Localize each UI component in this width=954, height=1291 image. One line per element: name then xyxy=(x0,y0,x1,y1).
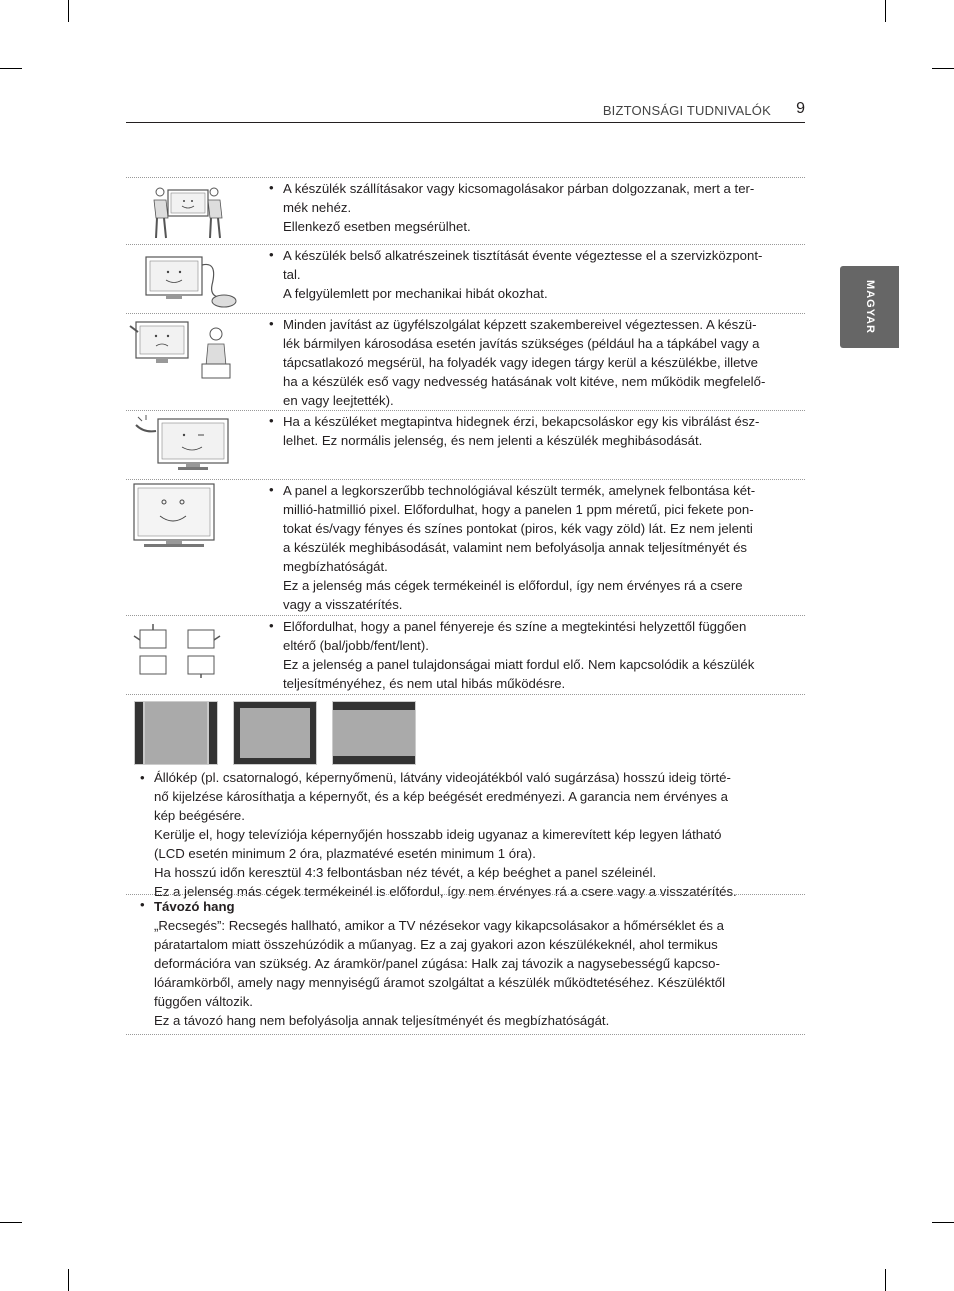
text-line: Ez a jelenség más cégek termékeinél is előfordul, így nem érvényes rá a csere xyxy=(283,578,743,593)
tv-viewing-angles-icon xyxy=(126,616,246,694)
text-line: tal. xyxy=(283,267,301,282)
safety-content xyxy=(126,177,805,1035)
safety-item xyxy=(126,410,805,479)
burn-in-text xyxy=(126,768,805,901)
burn-in-thumbnail-3 xyxy=(332,701,416,765)
text-line: kép beégésére. xyxy=(154,808,245,823)
crop-mark xyxy=(68,1269,69,1291)
text-line: • Állókép (pl. csatornalogó, képernyőmenü, látvány videojátékból való sugárzása) hosszú ideig törté- xyxy=(154,770,731,785)
item-text xyxy=(264,480,795,614)
text-line: • A panel a legkorszerűbb technológiával készült termék, amelynek felbontása két- xyxy=(283,483,756,498)
burn-in-thumbnail-1 xyxy=(134,701,218,765)
tv-repair-technician-icon xyxy=(126,314,246,410)
text-line: (LCD esetén minimum 2 óra, plazmatévé esetén minimum 1 óra). xyxy=(154,846,536,861)
item-text xyxy=(264,178,795,236)
text-line: tokat és/vagy fényes és színes pontokat (piros, kék vagy zöld) lát. Ez nem jelenti xyxy=(283,521,753,536)
item-text xyxy=(264,314,795,410)
language-tab-label: MAGYAR xyxy=(863,280,876,334)
crop-mark xyxy=(932,1222,954,1223)
noise-title: • Távozó hang xyxy=(154,899,235,914)
safety-item xyxy=(126,244,805,313)
crop-mark xyxy=(885,1269,886,1291)
language-tab xyxy=(840,266,899,348)
text-line: millió-hatmillió pixel. Előfordulhat, hogy a panelen 1 ppm méretű, pici fekete pon- xyxy=(283,502,754,517)
item-text xyxy=(264,411,795,450)
noise-text xyxy=(126,895,805,1030)
safety-item xyxy=(126,615,805,694)
text-line: Ez a jelenség más cégek termékeinél is előfordul, így nem érvényes rá a csere vagy a visszatérítés. xyxy=(154,884,737,899)
item-text xyxy=(264,245,795,303)
text-line: a készülék meghibásodását, valamint nem befolyásolja annak teljesítményét és xyxy=(283,540,748,555)
crop-mark xyxy=(0,68,22,69)
text-line: lelhet. Ez normális jelenség, és nem jelenti a készülék meghibásodását. xyxy=(283,433,703,448)
text-line: A felgyülemlett por mechanikai hibát okozhat. xyxy=(283,286,548,301)
tv-pixel-dots-icon xyxy=(126,480,246,615)
burn-in-section xyxy=(126,694,805,899)
page-number: 9 xyxy=(796,100,805,117)
text-line: eltérő (bal/jobb/fent/lent). xyxy=(283,638,429,653)
text-line: vagy a visszatérítés. xyxy=(283,597,403,612)
crop-mark xyxy=(932,68,954,69)
crop-mark xyxy=(0,1222,22,1223)
burn-in-thumbnails xyxy=(126,695,805,768)
text-line: lóáramkörből, amely nagy mennyiségű áramot szolgáltat a készülék működtetéséhez. Készüléktől xyxy=(154,975,726,990)
text-line: Kerülje el, hogy televíziója képernyőjén hosszabb ideig ugyanaz a kimerevített kép legyen látható xyxy=(154,827,722,842)
text-line: nő kijelzése károsíthatja a képernyőt, és a kép beégését eredményezi. A garancia nem érvényes a xyxy=(154,789,728,804)
item-text xyxy=(264,616,795,693)
tv-touch-vibration-icon xyxy=(126,411,246,479)
noise-section xyxy=(126,894,805,1034)
two-people-carrying-tv-icon xyxy=(126,178,246,244)
text-line: megbízhatóságát. xyxy=(283,559,388,574)
section-title: BIZTONSÁGI TUDNIVALÓK xyxy=(602,103,771,118)
text-line: lék bármilyen károsodása esetén javítás szükséges (például ha a tápkábel vagy a xyxy=(283,336,760,351)
safety-item xyxy=(126,177,805,244)
text-line: mék nehéz. xyxy=(283,200,352,215)
text-line: függően változik. xyxy=(154,994,253,1009)
safety-item xyxy=(126,479,805,615)
tv-vacuum-cleaner-icon xyxy=(126,245,246,313)
safety-item xyxy=(126,313,805,410)
text-line: páratartalom miatt összehúzódik a műanyag. Ez a zaj gyakori azon készülékeknél, ahol termikus xyxy=(154,937,718,952)
text-line: • A készülék belső alkatrészeinek tisztítását évente végeztesse el a szervizközpont- xyxy=(283,248,763,263)
text-line: • Ha a készüléket megtapintva hidegnek érzi, bekapcsoláskor egy kis vibrálást ész- xyxy=(283,414,760,429)
crop-mark xyxy=(68,0,69,22)
text-line: deformációra van szükség. Az áramkör/panel zúgása: Halk zaj távozik a nagysebességű kapcso- xyxy=(154,956,720,971)
text-line: • Előfordulhat, hogy a panel fényereje és színe a megtekintési helyzettől függően xyxy=(283,619,747,634)
burn-in-thumbnail-2 xyxy=(233,701,317,765)
text-line: ha a készülék eső vagy nedvesség hatásának volt kitéve, nem működik megfelelő- xyxy=(283,374,766,389)
text-line: Ellenkező esetben megsérülhet. xyxy=(283,219,471,234)
text-line: Ez a távozó hang nem befolyásolja annak teljesítményét és megbízhatóságát. xyxy=(154,1013,610,1028)
text-line: Ez a jelenség a panel tulajdonságai miatt fordul elő. Nem kapcsolódik a készülék xyxy=(283,657,755,672)
text-line: Ha hosszú időn keresztül 4:3 felbontásban néz tévét, a kép beéghet a panel széleinél. xyxy=(154,865,657,880)
text-line: teljesítményéhez, és nem utal hibás működésre. xyxy=(283,676,566,691)
crop-mark xyxy=(885,0,886,22)
text-line: „Recsegés”: Recsegés hallható, amikor a TV nézésekor vagy kikapcsolásakor a hőmérséklet és a xyxy=(154,918,725,933)
text-line: en vagy leejtették). xyxy=(283,393,394,408)
text-line: • A készülék szállításakor vagy kicsomagolásakor párban dolgozzanak, mert a ter- xyxy=(283,181,755,196)
divider xyxy=(126,1034,805,1035)
text-line: • Minden javítást az ügyfélszolgálat képzett szakembereivel végeztessen. A készü- xyxy=(283,317,757,332)
page-header xyxy=(126,100,805,123)
text-line: tápcsatlakozó megsérül, ha folyadék vagy idegen tárgy kerül a készülékbe, illetve xyxy=(283,355,759,370)
